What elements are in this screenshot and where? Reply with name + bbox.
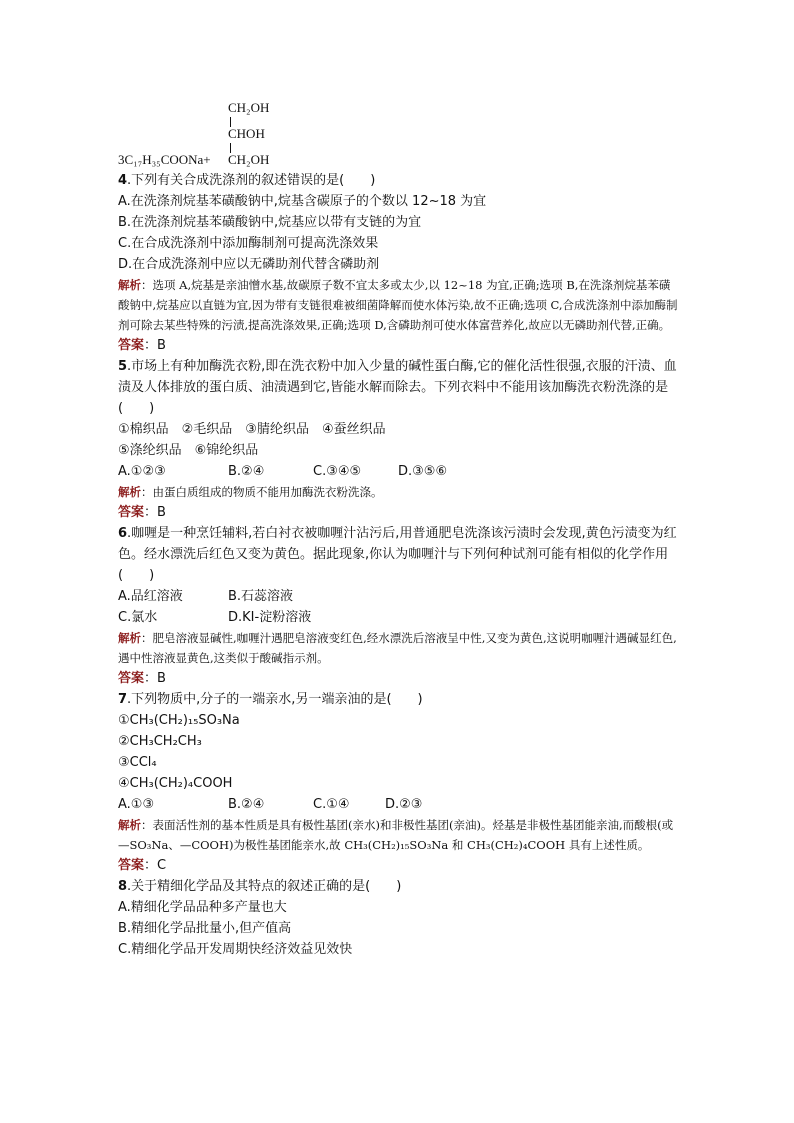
question-6-explanation: 解析：肥皂溶液显碱性,咖喱汁遇肥皂溶液变红色,经水漂洗后溶液呈中性,又变为黄色,这说明咖喱汁遇碱显红色,遇中性溶液显黄色,这类似于酸碱指示剂。 [118, 631, 677, 665]
option-a: A.在洗涤剂烷基苯磺酸钠中,烷基含碳原子的个数以 12~18 为宜 [118, 194, 487, 209]
question-7-item-3: ③CCl₄ [118, 755, 157, 770]
question-5-items-1: ①棉织品 ②毛织品 ③腈纶织品 ④蚕丝织品 [118, 422, 386, 437]
question-4-answer: 答案：B [118, 338, 166, 353]
question-5-answer: 答案：B [118, 505, 166, 520]
question-7-stem: 7.下列物质中,分子的一端亲水,另一端亲油的是( ) [118, 692, 423, 707]
document-page [118, 98, 678, 960]
option-c: C.①④ [313, 797, 350, 812]
question-7-item-2: ②CH₃CH₂CH₃ [118, 734, 202, 749]
option-c: C.氯水 [118, 610, 158, 625]
question-4-explanation: 解析：选项 A,烷基是亲油憎水基,故碳原子数不宜太多或太少,以 12~18 为宜,正确;选项 B,在洗涤剂烷基苯磺酸钠中,烷基应以直链为宜,因为带有支链很难被细菌降解而使水体污染,故不正确;选项 C,合成洗涤剂中添加酶制剂可除去某些特殊的污渍,提高洗涤效果,正确;选项 D,含磷助剂可使水体富营养化,故应以无磷助剂代替,正确。 [118, 278, 678, 332]
saponification-product-formula [118, 98, 678, 170]
question-6-stem: 6.咖喱是一种烹饪辅料,若白衬衣被咖喱汁沾污后,用普通肥皂洗涤该污渍时会发现,黄色污渍变为红色。经水漂洗后红色又变为黄色。据此现象,你认为咖喱汁与下列何种试剂可能有相似的化学作用( ) [118, 526, 677, 583]
formula-row-3: CH₂OH [228, 152, 270, 167]
question-5-items-2: ⑤涤纶织品 ⑥锦纶织品 [118, 443, 259, 458]
option-d: D.KI-淀粉溶液 [228, 610, 312, 625]
option-b: B.②④ [228, 797, 265, 812]
option-d: D.在合成洗涤剂中应以无磷助剂代替含磷助剂 [118, 257, 380, 272]
question-6-answer: 答案：B [118, 671, 166, 686]
option-b: B.精细化学品批量小,但产值高 [118, 921, 292, 936]
question-5-options [118, 461, 678, 482]
question-6-options-row-1 [118, 586, 678, 607]
option-d: D.②③ [385, 797, 423, 812]
option-a: A.品红溶液 [118, 589, 183, 604]
question-5-stem: 5.市场上有种加酶洗衣粉,即在洗衣粉中加入少量的碱性蛋白酶,它的催化活性很强,衣服的汗渍、血渍及人体排放的蛋白质、油渍遇到它,皆能水解而除去。下列衣料中不能用该加酶洗衣粉洗涤的是( ) [118, 359, 677, 416]
question-7-item-1: ①CH₃(CH₂)₁₅SO₃Na [118, 713, 240, 728]
question-7-options [118, 794, 678, 815]
question-7-item-4: ④CH₃(CH₂)₄COOH [118, 776, 233, 791]
option-a: A.①③ [118, 797, 155, 812]
question-6-options-row-2 [118, 607, 678, 628]
option-a: A.①②③ [118, 464, 166, 479]
question-4-stem: 4.下列有关合成洗涤剂的叙述错误的是( ) [118, 173, 376, 188]
option-b: B.石蕊溶液 [228, 589, 294, 604]
option-b: B.在洗涤剂烷基苯磺酸钠中,烷基应以带有支链的为宜 [118, 215, 422, 230]
option-d: D.③⑤⑥ [398, 464, 448, 479]
formula-row-2: CHOH [228, 126, 265, 141]
option-b: B.②④ [228, 464, 265, 479]
option-a: A.精细化学品品种多产量也大 [118, 900, 287, 915]
question-8-stem: 8.关于精细化学品及其特点的叙述正确的是( ) [118, 879, 402, 894]
question-7-explanation: 解析：表面活性剂的基本性质是具有极性基团(亲水)和非极性基团(亲油)。烃基是非极性基团能亲油,而酸根(或—SO₃Na、—COOH)为极性基团能亲水,故 CH₃(CH₂)₁₅SO₃Na 和 CH₃(CH₂)₄COOH 具有上述性质。 [118, 818, 674, 852]
question-5-explanation: 解析：由蛋白质组成的物质不能用加酶洗衣粉洗涤。 [118, 485, 383, 499]
option-c: C.精细化学品开发周期快经济效益见效快 [118, 942, 353, 957]
formula-lead: 3C₁₇H₃₅COONa+ [118, 152, 211, 167]
formula-row-1: CH₂OH [228, 100, 270, 115]
question-7-answer: 答案：C [118, 858, 167, 873]
option-c: C.③④⑤ [313, 464, 362, 479]
option-c: C.在合成洗涤剂中添加酶制剂可提高洗涤效果 [118, 236, 379, 251]
